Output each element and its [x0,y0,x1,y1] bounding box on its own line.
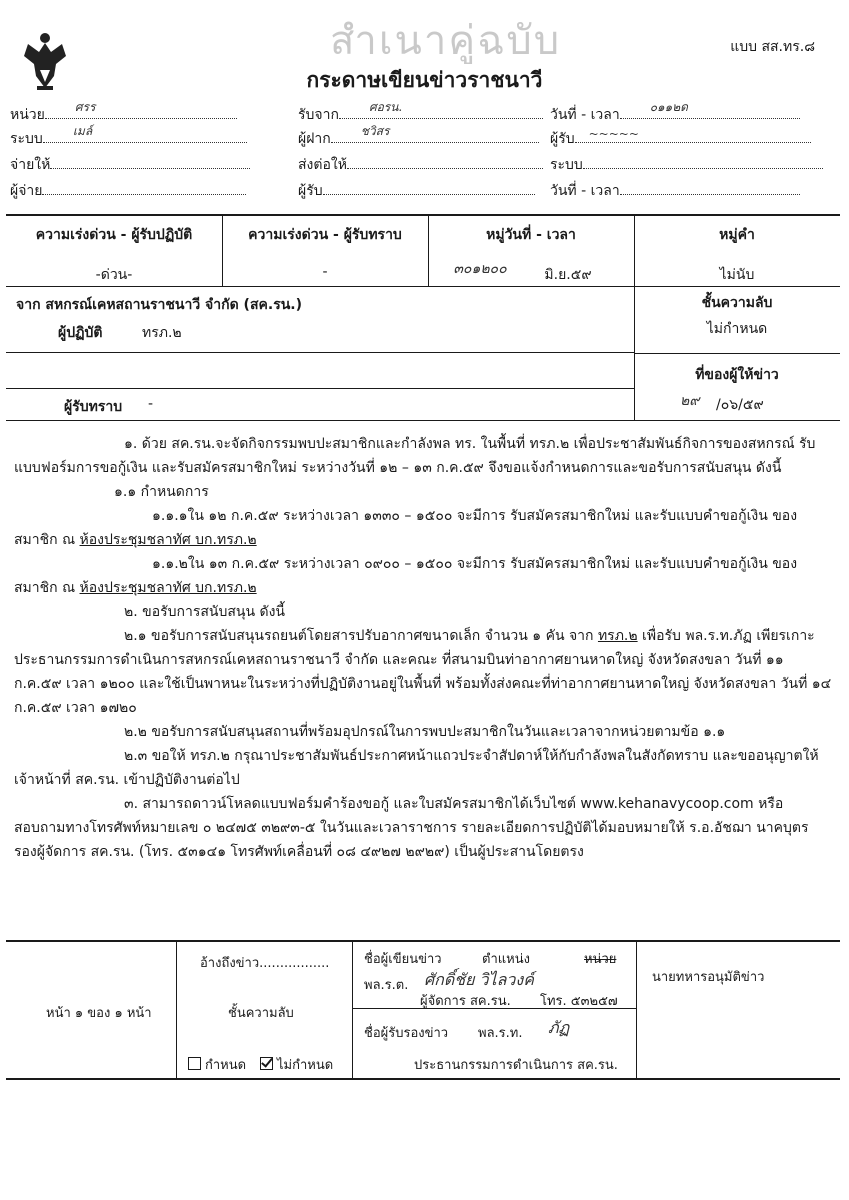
certifier-signature: ภัฏ [548,1018,570,1037]
paragraph-1-1-1-text: ๑.๑.๑ใน ๑๒ ก.ค.๕๙ ระหว่างเวลา ๑๓๓๐ – ๑๕๐๐ จะมีการ รับสมัครสมาชิกใหม่ และรับแบบคำขอกู้เงิน ของสมาชิก ณ [14,508,798,548]
paragraph-2: ๒. ขอรับการสนับสนุน ดังนี้ [124,604,286,620]
unit-label-struck: หน่วย [584,952,617,967]
action-addressee-label: ผู้ปฏิบัติ [58,325,103,341]
position-label: ตำแหน่ง [482,952,530,967]
paragraph-1-1-2-venue: ห้องประชุมชลาทัศ บก.ทรภ.๒ [79,580,257,596]
approver-label: นายทหารอนุมัติข่าว [652,970,765,985]
word-count-value: ไม่นับ [719,267,755,283]
stamp-watermark: สำเนาคู่ฉบับ [330,18,562,64]
payer-label: ผู้จ่าย [10,183,43,199]
classification-value: ไม่กำหนด [706,321,768,337]
option-defined-label: กำหนด [205,1058,247,1073]
originator-ref-value: /๐๖/๕๙ [716,397,764,413]
checkbox-defined[interactable] [188,1057,201,1070]
info-addressee-value: - [148,396,154,412]
action-addressee-value: ทรภ.๒ [142,325,182,341]
pay-to-label: จ่ายให้ [10,157,51,173]
divider-address [6,420,840,421]
dtg-printed: มิ.ย.๕๙ [544,267,592,283]
paragraph-2-1-unit: ทรภ.๒ [597,628,638,644]
paragraph-1-1-2 [14,552,834,600]
paragraph-1-1-1-venue: ห้องประชุมชลาทัศ บก.ทรภ.๒ [79,532,257,548]
paragraph-3: ๓. สามารถดาวน์โหลดแบบฟอร์มคำร้องขอกู้ และใบสมัครสมาชิกได้เว็บไซต์ www.kehanavycoop.com หรือ สอบถามทางโทรศัพท์หมายเลข ๐ ๒๔๗๕ ๓๒๙๓-๕ ในวันและเวลาราชการ รายละเอียดการปฏิบัติได้มอบหมายให้ ร.อ.อัชฌา นาคบุตร รองผู้จัดการ สค.รน. (โทร. ๕๓๑๔๑ โทรศัพท์เคลื่อนที่ ๐๘ ๔๙๒๗ ๒๙๒๙) เป็นผู้ประสานโดยตรง [14,796,809,860]
receiver-label: ผู้รับ [550,131,575,147]
system-label: ระบบ [10,131,43,147]
paragraph-1: ๑. ด้วย สค.รน.จะจัดกิจกรรมพบปะสมาชิกและกำลังพล ทร. ในพื้นที่ ทรภ.๒ เพื่อประชาสัมพันธ์กิจการของสหกรณ์ รับแบบฟอร์มการขอกู้เงิน และรับสมัครสมาชิกใหม่ ระหว่างวันที่ ๑๒ – ๑๓ ก.ค.๕๙ จึงขอแจ้งกำหนดการและขอรับการสนับสนุน ดังนี้ [14,436,816,476]
paragraph-2-1 [14,624,834,720]
footer-border-top [6,940,840,942]
received-from-value: ศอรน. [368,100,403,114]
paragraph-2-1-text-b: เพื่อรับ พล.ร.ท.ภัฏ เพียรเกาะ ประธานกรรมการดำเนินการสหกรณ์เคหสถานราชนาวี จำกัด และคณะ ที่สนามบินท่าอากาศยานหาดใหญ่ จังหวัดสงขลา วันที่ ๑๑ ก.ค.๕๙ เวลา ๑๒๐๐ และใช้เป็นพาหนะในระหว่างที่ปฏิบัติงานอยู่ในพื้นที่ พร้อมทั้งส่งคณะที่ท่าอากาศยานหาดใหญ่ จังหวัดสงขลา วันที่ ๑๔ ก.ค.๕๙ เวลา ๑๗๒๐ [14,628,832,716]
footer-col-1 [176,940,177,1078]
writer-rank: พล.ร.ต. [364,978,409,993]
paragraph-1-1-2-text: ๑.๑.๒ใน ๑๓ ก.ค.๕๙ ระหว่างเวลา ๐๙๐๐ – ๑๕๐๐ จะมีการ รับสมัครสมาชิกใหม่ และรับแบบคำขอกู้เงิน ของสมาชิก ณ [14,556,798,596]
routing-row-4 [10,180,840,204]
paragraph-1-1-1 [14,504,834,552]
footer-border-bottom [6,1078,840,1080]
system2-label: ระบบ [550,157,583,173]
priority-info-value: - [322,264,328,280]
originator-ref-header: ที่ของผู้ให้ข่าว [695,367,779,383]
originator-ref-handwritten: ๒๙ [680,393,700,409]
receiver-signature: ~~~~~ [588,127,639,141]
datetime2-label: วันที่ - เวลา [550,183,620,199]
footer-col-2 [352,940,353,1078]
unit-value: ศรร [74,100,96,114]
writer-position: ผู้จัดการ สค.รน. [420,994,511,1009]
dtg-header: หมู่วันที่ - เวลา [486,227,576,243]
checkbox-undefined[interactable] [260,1057,273,1070]
priority-action-header: ความเร่งด่วน - ผู้รับปฏิบัติ [35,227,193,243]
writer-phone: โทร. ๕๓๒๕๗ [540,994,618,1009]
certifier-rank: พล.ร.ท. [478,1026,523,1041]
certifier-label: ชื่อผู้รับรองข่าว [364,1026,449,1041]
reference-message: อ้างถึงข่าว................. [200,956,330,971]
dtg-handwritten: ๓๐๑๒๐๐ [453,261,507,277]
form-border-top [6,214,840,216]
paragraph-2-1-text-a: ๒.๑ ขอรับการสนับสนุนรถยนต์โดยสารปรับอากาศขนาดเล็ก จำนวน ๑ คัน จาก [124,628,598,644]
priority-action-value: -ด่วน- [95,267,133,283]
writer-signature: ศักดิ์ชัย วิไลวงค์ [424,970,534,989]
paragraph-2-2: ๒.๒ ขอรับการสนับสนุนสถานที่พร้อมอุปกรณ์ในการพบปะสมาชิกในวันและเวลาจากหน่วยตามข้อ ๑.๑ [124,724,726,740]
datetime-label: วันที่ - เวลา [550,107,620,123]
message-body [14,432,834,864]
routing-row-2 [10,124,840,152]
footer-classification: ชั้นความลับ [228,1006,294,1021]
option-defined[interactable] [188,1054,246,1075]
classification-header: ชั้นความลับ [701,295,773,311]
writer-label: ชื่อผู้เขียนข่าว [364,952,442,967]
forward-to-label: ส่งต่อให้ [298,157,347,173]
datetime-value: ๐๑๑๒ด [649,100,688,114]
from-line: จาก สหกรณ์เคหสถานราชนาวี จำกัด (สค.รน.) [16,297,302,313]
depositor-value: ชวิสร [360,124,390,138]
info-addressee-label: ผู้รับทราบ [64,399,123,415]
classification-divider [634,353,840,354]
system-value: เมล์ [72,124,93,138]
routing-row-3 [10,154,840,178]
page-indicator: หน้า ๑ ของ ๑ หน้า [46,1006,152,1021]
word-count-header: หมู่คำ [719,227,755,243]
depositor-label: ผู้ฝาก [298,131,331,147]
certifier-position: ประธานกรรมการดำเนินการ สค.รน. [414,1058,618,1073]
unit-label: หน่วย [10,107,45,123]
page-title: กระดาษเขียนข่าวราชนาวี [306,68,543,92]
paragraph-1-1: ๑.๑ กำหนดการ [114,484,209,500]
priority-info-header: ความเร่งด่วน - ผู้รับทราบ [248,227,402,243]
footer-col-3 [636,940,637,1078]
routing-row-1 [10,100,840,128]
paragraph-2-3: ๒.๓ ขอให้ ทรภ.๒ กรุณาประชาสัมพันธ์ประกาศหน้าแถวประจำสัปดาห์ให้กับกำลังพลในสังกัดทราบ และขออนุญาตให้เจ้าหน้าที่ สค.รน. เข้าปฏิบัติงานต่อไป [14,748,819,788]
address-divider-2 [6,388,634,389]
option-undefined-label: ไม่กำหนด [277,1058,334,1073]
form-code: แบบ สส.ทร.๘ [730,39,815,55]
divider-priority [6,286,840,287]
option-undefined[interactable] [260,1054,333,1075]
received-from-label: รับจาก [298,107,339,123]
address-divider-1 [6,352,634,353]
recipient-label: ผู้รับ [298,183,323,199]
